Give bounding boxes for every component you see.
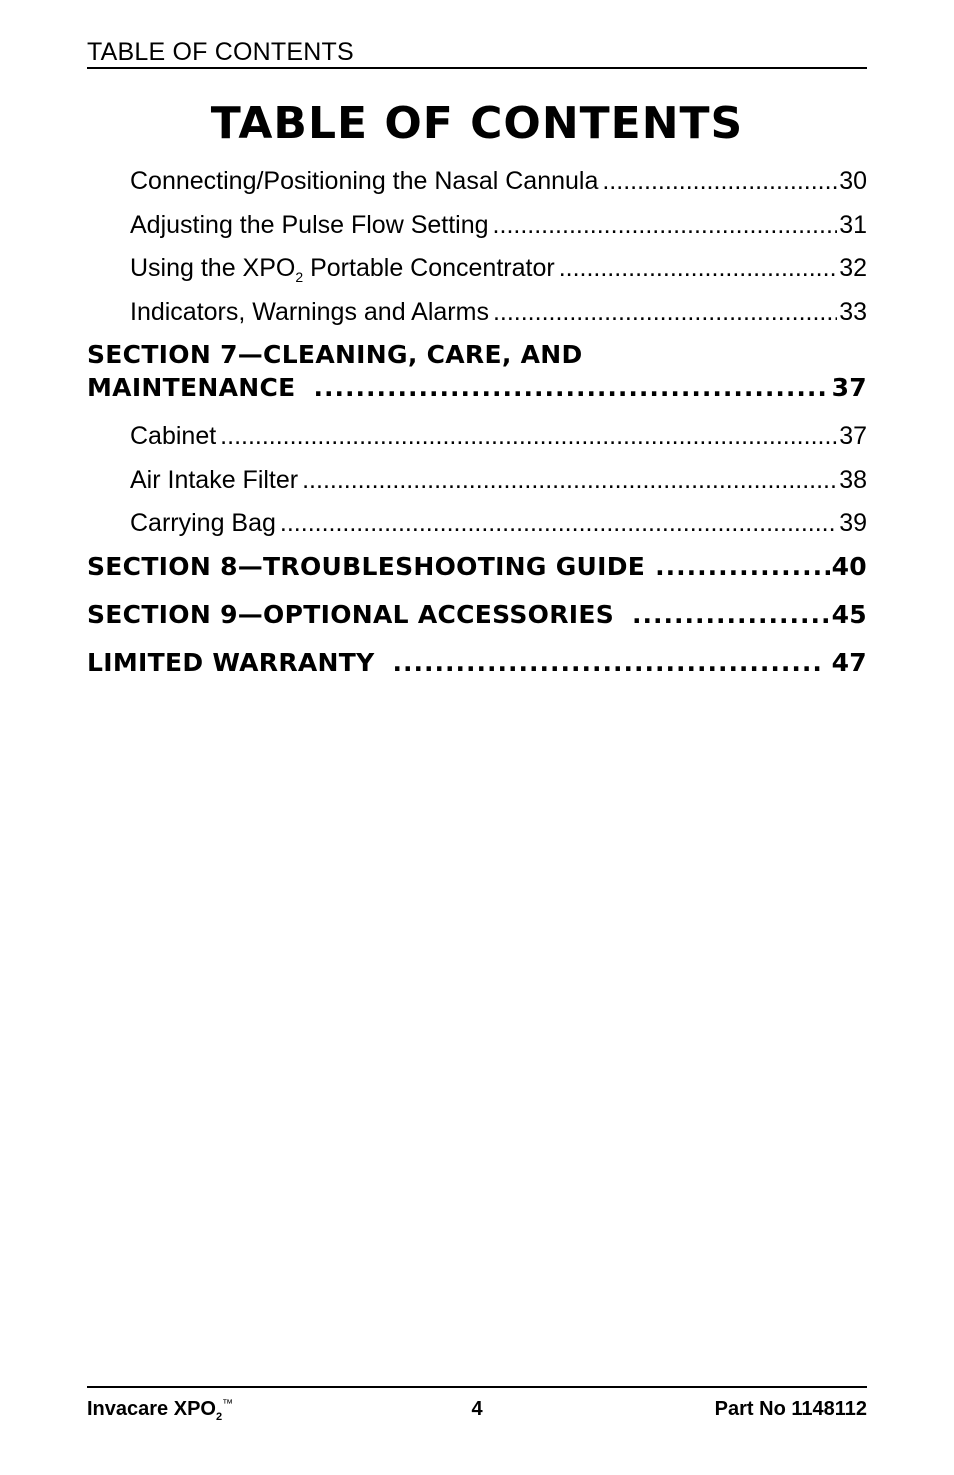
dot-leader — [655, 552, 829, 582]
dot-leader — [602, 166, 837, 196]
toc-section-label: MAINTENANCE — [87, 373, 296, 402]
toc-page-number: 38 — [839, 466, 867, 494]
toc-entry-cabinet[interactable] — [130, 421, 867, 451]
toc-page-number: 47 — [831, 648, 867, 677]
footer-part-number: Part No 1148112 — [714, 1398, 867, 1420]
toc-entry-carrying-bag[interactable] — [130, 508, 867, 538]
toc-page-number: 45 — [831, 600, 867, 629]
footer-rule — [87, 1386, 867, 1388]
toc-page-number: 33 — [839, 298, 867, 326]
page-title: TABLE OF CONTENTS — [210, 98, 744, 149]
toc-section-label: LIMITED WARRANTY — [87, 648, 375, 677]
dot-leader — [559, 253, 838, 283]
toc-entry-label: Adjusting the Pulse Flow Setting — [130, 211, 489, 239]
dot-leader — [493, 297, 837, 327]
toc-entry-label: Air Intake Filter — [130, 466, 299, 494]
dot-leader — [220, 421, 837, 451]
toc-entry-air-intake-filter[interactable] — [130, 465, 867, 495]
footer-page-number: 4 — [471, 1398, 483, 1420]
toc-page-number: 40 — [831, 552, 867, 581]
toc-entry-label: Using the $XPO_2$ Portable Concentrator — [130, 254, 555, 285]
footer-product-name: Invacare $XPO_2™$ — [87, 1398, 234, 1423]
toc-page-number: 37 — [831, 373, 867, 402]
toc-entry-label: Connecting/Positioning the Nasal Cannula — [130, 167, 599, 195]
toc-section-8[interactable] — [87, 552, 867, 582]
dot-leader — [632, 600, 830, 630]
toc-entry-label: Cabinet — [130, 422, 217, 450]
dot-leader — [493, 210, 838, 240]
toc-entry-using-concentrator[interactable] — [130, 253, 867, 283]
dot-leader — [314, 373, 830, 403]
toc-entry-label: Indicators, Warnings and Alarms — [130, 298, 489, 326]
toc-page-number: 37 — [839, 422, 867, 450]
toc-entry-pulse-flow[interactable] — [130, 210, 867, 240]
running-header: TABLE OF CONTENTS — [87, 37, 867, 69]
toc-page-number: 39 — [839, 509, 867, 537]
dot-leader — [280, 508, 837, 538]
toc-page-number: 31 — [839, 211, 867, 239]
toc-page-number: 30 — [839, 167, 867, 195]
toc-section-label: SECTION 8—TROUBLESHOOTING GUIDE — [87, 552, 646, 581]
toc-section-7-line1[interactable]: SECTION 7—CLEANING, CARE, AND — [87, 340, 583, 369]
toc-section-9[interactable] — [87, 600, 867, 630]
dot-leader — [302, 465, 837, 495]
dot-leader — [393, 648, 822, 678]
toc-section-label: SECTION 9—OPTIONAL ACCESSORIES — [87, 600, 615, 629]
toc-entry-nasal-cannula[interactable] — [130, 166, 867, 196]
toc-limited-warranty[interactable] — [87, 648, 867, 678]
toc-entry-indicators[interactable] — [130, 297, 867, 327]
toc-entry-label: Carrying Bag — [130, 509, 276, 537]
toc-section-7[interactable] — [87, 373, 867, 403]
toc-page-number: 32 — [839, 254, 867, 282]
